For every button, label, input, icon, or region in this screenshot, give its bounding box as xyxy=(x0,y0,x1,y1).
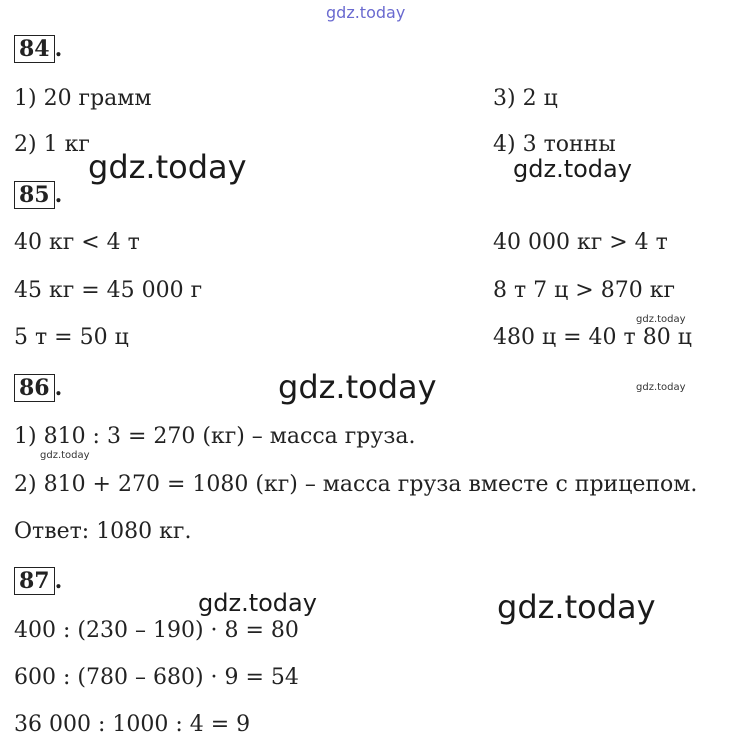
task-86-answer: Ответ: 1080 кг. xyxy=(14,519,192,544)
task-number-box: 84 xyxy=(14,35,55,63)
task-number-85: 85 . xyxy=(14,180,62,210)
watermark-text: gdz.today xyxy=(636,382,686,393)
task-87-line-3: 36 000 : 1000 : 4 = 9 xyxy=(14,712,251,737)
watermark-text: gdz.today xyxy=(88,148,247,186)
watermark-text: gdz.today xyxy=(513,155,632,183)
task-84-item-2: 2) 1 кг xyxy=(14,132,90,157)
task-84-item-1: 1) 20 грамм xyxy=(14,86,152,111)
task-84-item-4: 4) 3 тонны xyxy=(493,132,616,157)
task-87-line-2: 600 : (780 – 680) · 9 = 54 xyxy=(14,665,299,690)
watermark-text: gdz.today xyxy=(326,3,406,22)
watermark-text: gdz.today xyxy=(278,368,437,406)
task-85-item: 45 кг = 45 000 г xyxy=(14,278,203,303)
task-number-box: 85 xyxy=(14,181,55,209)
task-85-item: 5 т = 50 ц xyxy=(14,325,129,350)
watermark-text: gdz.today xyxy=(497,588,656,626)
watermark-text: gdz.today xyxy=(636,314,686,325)
watermark-text: gdz.today xyxy=(40,450,90,461)
task-86-line-1: 1) 810 : 3 = 270 (кг) – масса груза. xyxy=(14,424,416,449)
task-85-item: 40 000 кг > 4 т xyxy=(493,230,668,255)
watermark-text: gdz.today xyxy=(198,589,317,617)
task-number-87: 87 . xyxy=(14,566,62,596)
task-85-item: 480 ц = 40 т 80 ц xyxy=(493,325,692,350)
task-number-84: 84 . xyxy=(14,34,62,64)
task-number-box: 86 xyxy=(14,374,55,402)
task-84-item-3: 3) 2 ц xyxy=(493,86,558,111)
task-85-item: 40 кг < 4 т xyxy=(14,230,140,255)
task-86-line-2: 2) 810 + 270 = 1080 (кг) – масса груза вместе с прицепом. xyxy=(14,472,698,497)
task-number-86: 86 . xyxy=(14,373,62,403)
task-87-line-1: 400 : (230 – 190) · 8 = 80 xyxy=(14,618,299,643)
task-85-item: 8 т 7 ц > 870 кг xyxy=(493,278,675,303)
task-number-box: 87 xyxy=(14,567,55,595)
